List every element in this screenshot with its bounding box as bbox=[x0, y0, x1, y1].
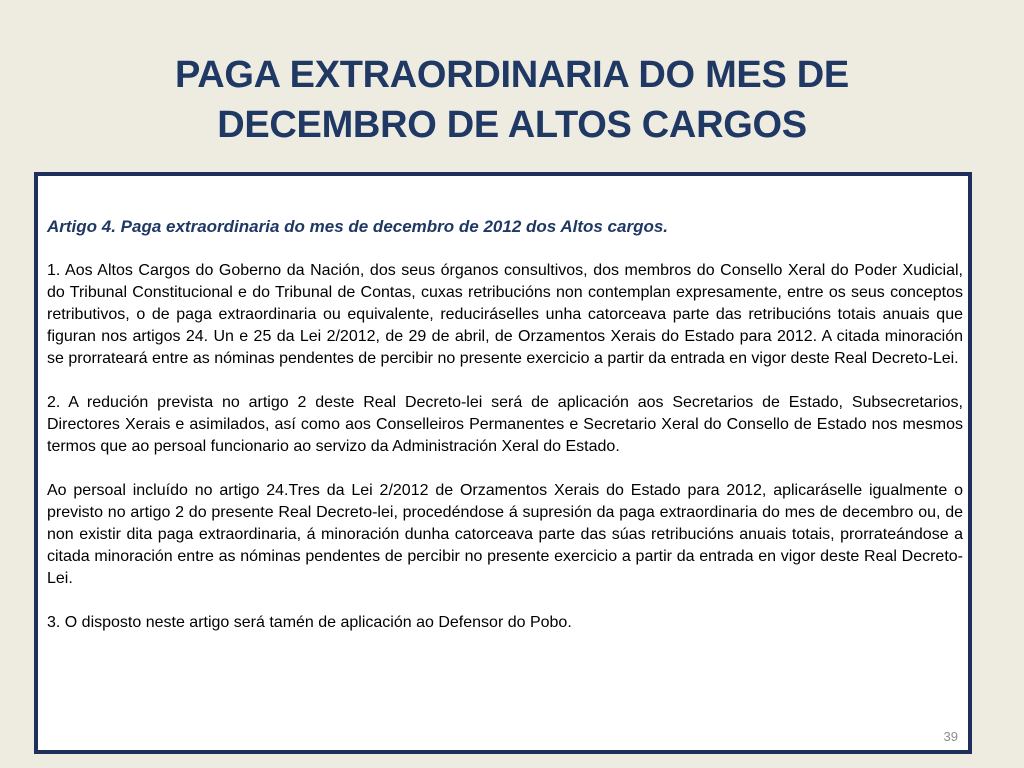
slide-number: 39 bbox=[943, 729, 958, 744]
paragraph-1: 1. Aos Altos Cargos do Goberno da Nación, dos seus órganos consultivos, dos membros do Consello Xeral do Poder Xudicial, do Tribunal Constitucional e do Tribunal de Contas, cuxas retribucións non contemplan expresamente, entre os seus conceptos retributivos, o de paga extraordinaria ou equivalente, reduciráselles unha catorceava parte das retribucións totais anuais que figuran nos artigos 24. Un e 25 da Lei 2/2012, de 29 de abril, de Orzamentos Xerais do Estado para 2012. A citada minoración se prorrateará entre as nóminas pendentes de percibir no presente exercicio a partir da entrada en vigor deste Real Decreto-Lei. bbox=[47, 262, 963, 367]
article-text bbox=[47, 216, 963, 634]
paragraph-4: 3. O disposto neste artigo será tamén de aplicación ao Defensor do Pobo. bbox=[47, 614, 572, 631]
slide-title-line-1: PAGA EXTRAORDINARIA DO MES DE bbox=[175, 54, 849, 96]
slide-title-line-2: DECEMBRO DE ALTOS CARGOS bbox=[217, 104, 807, 146]
article-heading: Artigo 4. Paga extraordinaria do mes de decembro de 2012 dos Altos cargos. bbox=[47, 217, 669, 236]
paragraph-3: Ao persoal incluído no artigo 24.Tres da Lei 2/2012 de Orzamentos Xerais do Estado para 2012, aplicaráselle igualmente o previsto no artigo 2 do presente Real Decreto-lei, procedéndose á supresión da paga extraordinaria do mes de decembro ou, de non existir dita paga extraordinaria, á minoración dunha catorceava parte das súas retribucións anuais totais, prorrateándose a citada minoración entre as nóminas pendentes de percibir no presente exercicio a partir da entrada en vigor deste Real Decreto-Lei. bbox=[47, 482, 963, 587]
content-box bbox=[34, 172, 972, 754]
slide-title bbox=[60, 50, 964, 150]
paragraph-2: 2. A redución prevista no artigo 2 deste Real Decreto-lei será de aplicación aos Secretarios de Estado, Subsecretarios, Directores Xerais e asimilados, así como aos Conselleiros Permanentes e Secretario Xeral do Consello de Estado nos mesmos termos que ao persoal funcionario ao servizo da Administración Xeral do Estado. bbox=[47, 394, 963, 455]
